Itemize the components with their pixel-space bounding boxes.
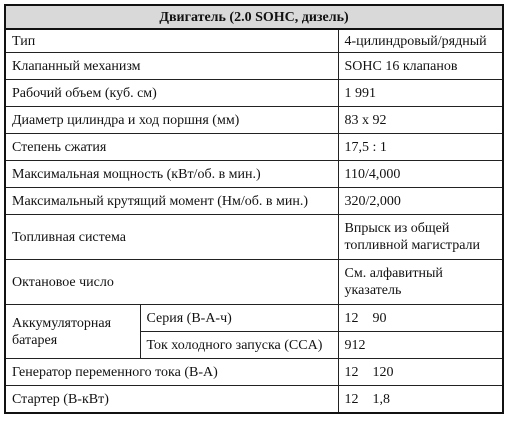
table-row <box>5 80 503 107</box>
row-label: Максимальная мощность (кВт/об. в мин.) <box>5 161 338 188</box>
battery-cca-value: 912 <box>338 332 503 359</box>
row-label: Максимальный крутящий момент (Нм/об. в мин.) <box>5 188 338 215</box>
table-row <box>5 53 503 80</box>
battery-label: Аккумуляторная батарея <box>5 305 140 359</box>
row-value: 17,5 : 1 <box>338 134 503 161</box>
row-value: SOHC 16 клапанов <box>338 53 503 80</box>
table-row <box>5 188 503 215</box>
row-value: 12 120 <box>338 359 503 386</box>
table-row <box>5 134 503 161</box>
row-value: 83 x 92 <box>338 107 503 134</box>
row-label: Топливная система <box>5 215 338 260</box>
row-value: См. алфавитный указатель <box>338 260 503 305</box>
battery-series-value: 12 90 <box>338 305 503 332</box>
row-label: Тип <box>5 29 338 53</box>
table-row <box>5 386 503 414</box>
row-label: Генератор переменного тока (В-А) <box>5 359 338 386</box>
row-label: Октановое число <box>5 260 338 305</box>
row-value: 110/4,000 <box>338 161 503 188</box>
engine-spec-table <box>4 4 504 414</box>
row-value: 1 991 <box>338 80 503 107</box>
table-row <box>5 215 503 260</box>
row-label: Рабочий объем (куб. см) <box>5 80 338 107</box>
table-row <box>5 161 503 188</box>
row-value: 320/2,000 <box>338 188 503 215</box>
row-value: 12 1,8 <box>338 386 503 414</box>
battery-cca-label: Ток холодного запуска (CCA) <box>140 332 338 359</box>
row-value: 4-цилиндровый/рядный <box>338 29 503 53</box>
battery-series-label: Серия (В-А-ч) <box>140 305 338 332</box>
table-row <box>5 359 503 386</box>
row-label: Стартер (В-кВт) <box>5 386 338 414</box>
row-label: Клапанный механизм <box>5 53 338 80</box>
row-value: Впрыск из общей топливной магистрали <box>338 215 503 260</box>
table-row <box>5 107 503 134</box>
table-row <box>5 260 503 305</box>
table-row <box>5 29 503 53</box>
table-title: Двигатель (2.0 SOHC, дизель) <box>5 5 503 29</box>
row-label: Диаметр цилиндра и ход поршня (мм) <box>5 107 338 134</box>
row-label: Степень сжатия <box>5 134 338 161</box>
battery-row <box>5 305 503 332</box>
